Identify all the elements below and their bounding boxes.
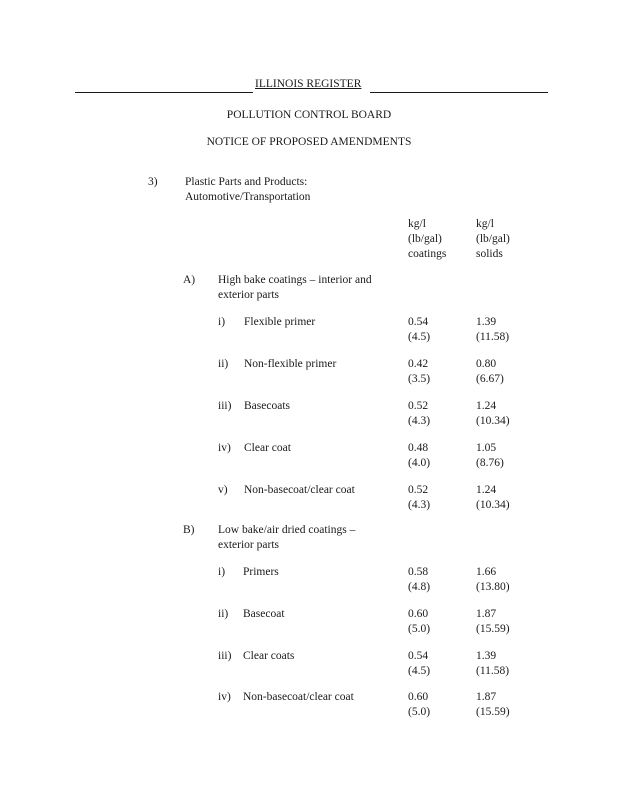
solids-value — [476, 690, 510, 720]
column-header-solids-line2: (lb/gal) — [476, 233, 510, 245]
row-number: v) — [218, 484, 228, 496]
coatings-kg: 0.60 — [408, 691, 429, 703]
section-title-line2: Automotive/Transportation — [185, 191, 311, 203]
coatings-value — [408, 357, 430, 387]
column-header-coatings-line3: coatings — [408, 248, 447, 260]
notice-title: NOTICE OF PROPOSED AMENDMENTS — [206, 136, 412, 148]
coatings-value — [408, 483, 430, 513]
solids-lb: (11.58) — [476, 331, 510, 343]
row-name: Flexible primer — [244, 316, 316, 328]
coatings-lb: (4.5) — [408, 665, 431, 677]
coatings-kg: 0.58 — [408, 566, 429, 578]
header-rule-left — [75, 92, 253, 93]
group-title-b-line1: Low bake/air dried coatings – — [218, 524, 356, 536]
section-number: 3) — [148, 176, 158, 188]
group-title-a — [218, 273, 372, 303]
group-label-b: B) — [183, 524, 195, 536]
row-number: iv) — [218, 442, 231, 454]
solids-kg: 1.05 — [476, 442, 497, 454]
row-name: Basecoats — [244, 400, 290, 412]
solids-lb: (10.34) — [476, 415, 510, 427]
group-title-a-line1: High bake coatings – interior and — [218, 274, 372, 286]
row-name: Basecoat — [243, 608, 285, 620]
row-number: iv) — [218, 691, 231, 703]
row-number: i) — [218, 566, 226, 578]
solids-lb: (15.59) — [476, 706, 510, 718]
solids-lb: (13.80) — [476, 581, 510, 593]
coatings-lb: (4.8) — [408, 581, 431, 593]
column-header-coatings-line1: kg/l — [408, 218, 426, 230]
solids-lb: (11.58) — [476, 665, 510, 677]
register-title: ILLINOIS REGISTER — [255, 78, 362, 90]
row-number: ii) — [218, 358, 229, 370]
group-label-a: A) — [183, 274, 196, 286]
coatings-value — [408, 441, 430, 471]
row-name: Clear coats — [243, 650, 295, 662]
solids-lb: (6.67) — [476, 373, 504, 385]
column-header-coatings-line2: (lb/gal) — [408, 233, 442, 245]
solids-value — [476, 483, 510, 513]
solids-lb: (10.34) — [476, 499, 510, 511]
coatings-lb: (5.0) — [408, 623, 431, 635]
board-title: POLLUTION CONTROL BOARD — [226, 109, 392, 121]
solids-kg: 1.39 — [476, 316, 497, 328]
column-header-solids — [476, 217, 510, 262]
group-title-b-line2: exterior parts — [218, 539, 279, 551]
row-number: i) — [218, 316, 226, 328]
coatings-kg: 0.52 — [408, 484, 429, 496]
coatings-lb: (3.5) — [408, 373, 431, 385]
coatings-kg: 0.48 — [408, 442, 429, 454]
solids-kg: 0.80 — [476, 358, 497, 370]
solids-lb: (8.76) — [476, 457, 504, 469]
column-header-solids-line1: kg/l — [476, 218, 494, 230]
group-title-b — [218, 523, 355, 553]
group-title-a-line2: exterior parts — [218, 289, 279, 301]
section-title — [185, 175, 310, 205]
coatings-lb: (4.5) — [408, 331, 431, 343]
coatings-value — [408, 315, 430, 345]
solids-kg: 1.66 — [476, 566, 497, 578]
solids-kg: 1.24 — [476, 484, 497, 496]
row-name: Non-flexible primer — [244, 358, 337, 370]
coatings-value — [408, 399, 430, 429]
coatings-lb: (4.3) — [408, 415, 431, 427]
coatings-lb: (5.0) — [408, 706, 431, 718]
coatings-lb: (4.0) — [408, 457, 431, 469]
column-header-solids-line3: solids — [476, 248, 503, 260]
coatings-kg: 0.54 — [408, 650, 429, 662]
row-name: Primers — [243, 566, 279, 578]
solids-value — [476, 357, 504, 387]
solids-lb: (15.59) — [476, 623, 510, 635]
coatings-kg: 0.54 — [408, 316, 429, 328]
coatings-kg: 0.42 — [408, 358, 429, 370]
row-name: Clear coat — [244, 442, 291, 454]
solids-value — [476, 441, 504, 471]
coatings-kg: 0.52 — [408, 400, 429, 412]
row-number: iii) — [218, 650, 232, 662]
column-header-coatings — [408, 217, 446, 262]
solids-value — [476, 399, 510, 429]
row-number: iii) — [218, 400, 232, 412]
coatings-lb: (4.3) — [408, 499, 431, 511]
coatings-value — [408, 649, 430, 679]
solids-value — [476, 565, 510, 595]
coatings-value — [408, 690, 430, 720]
coatings-value — [408, 565, 430, 595]
solids-value — [476, 315, 509, 345]
row-number: ii) — [218, 608, 229, 620]
solids-value — [476, 607, 510, 637]
row-name: Non-basecoat/clear coat — [244, 484, 355, 496]
row-name: Non-basecoat/clear coat — [243, 691, 354, 703]
coatings-kg: 0.60 — [408, 608, 429, 620]
coatings-value — [408, 607, 430, 637]
solids-value — [476, 649, 509, 679]
solids-kg: 1.24 — [476, 400, 497, 412]
header-rule-right — [370, 92, 548, 93]
section-title-line1: Plastic Parts and Products: — [185, 176, 308, 188]
solids-kg: 1.87 — [476, 608, 497, 620]
solids-kg: 1.87 — [476, 691, 497, 703]
solids-kg: 1.39 — [476, 650, 497, 662]
